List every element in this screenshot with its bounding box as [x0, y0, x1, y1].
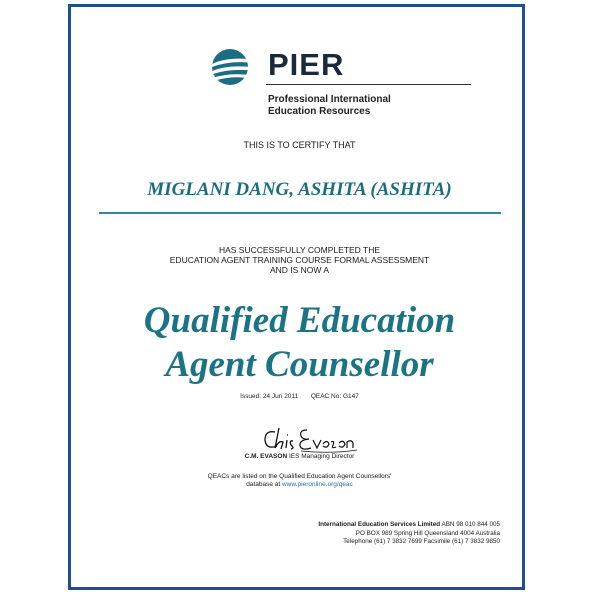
- certify-text: THIS IS TO CERTIFY THAT: [243, 140, 356, 150]
- signatory: [71, 453, 528, 460]
- footer-phone: Telephone (61) 7 3832 7699 Facsimile (61) 7 3832 9850: [343, 538, 500, 545]
- note-line1: QEACs are listed on the Qualified Education Agent Counsellors': [207, 473, 392, 480]
- completion-line1: HAS SUCCESSFULLY COMPLETED THE: [218, 245, 381, 255]
- qualification-title-line1: Qualified Education: [143, 300, 456, 341]
- note-line2-prefix: database at: [246, 481, 281, 488]
- footer-abn: ABN 98 010 844 005: [441, 521, 500, 528]
- note-line2: [71, 481, 528, 489]
- logo-tagline: [268, 94, 391, 118]
- qeac-database-link[interactable]: www.pieronline.org/qeac: [281, 481, 353, 488]
- completion-line3: AND IS NOW A: [269, 265, 330, 275]
- qeac-database-note: [71, 473, 528, 489]
- logo-tagline-line2: Education Resources: [268, 106, 371, 117]
- footer-company-line: [318, 521, 500, 530]
- signatory-name: C.M. EVASON: [244, 453, 288, 460]
- qualification-title-line2: Agent Counsellor: [165, 344, 434, 385]
- completion-line2: EDUCATION AGENT TRAINING COURSE FORMAL ASSESSMENT: [169, 255, 430, 265]
- logo-tagline-line1: Professional International: [268, 94, 391, 105]
- issuer-footer: [318, 521, 500, 547]
- qeac-number: QEAC No: G147: [310, 393, 359, 400]
- issued-date: Issued: 24 Jun 2011: [240, 393, 299, 400]
- recipient-name: MIGLANI DANG, ASHITA (ASHITA): [147, 179, 452, 200]
- signatory-role: IES Managing Director: [288, 453, 355, 460]
- footer-address: PO BOX 989 Spring Hill Queensland 4004 Australia: [355, 529, 500, 537]
- name-underline: [99, 212, 501, 214]
- logo-wordmark: PIER: [268, 47, 345, 82]
- logo-divider: [266, 84, 471, 85]
- footer-company: International Education Services Limited: [318, 521, 441, 528]
- certificate-frame: [68, 4, 525, 590]
- issue-details: [71, 393, 528, 400]
- signature: [261, 422, 361, 456]
- completion-statement: [71, 245, 528, 275]
- pier-globe-logo-icon: [206, 47, 266, 87]
